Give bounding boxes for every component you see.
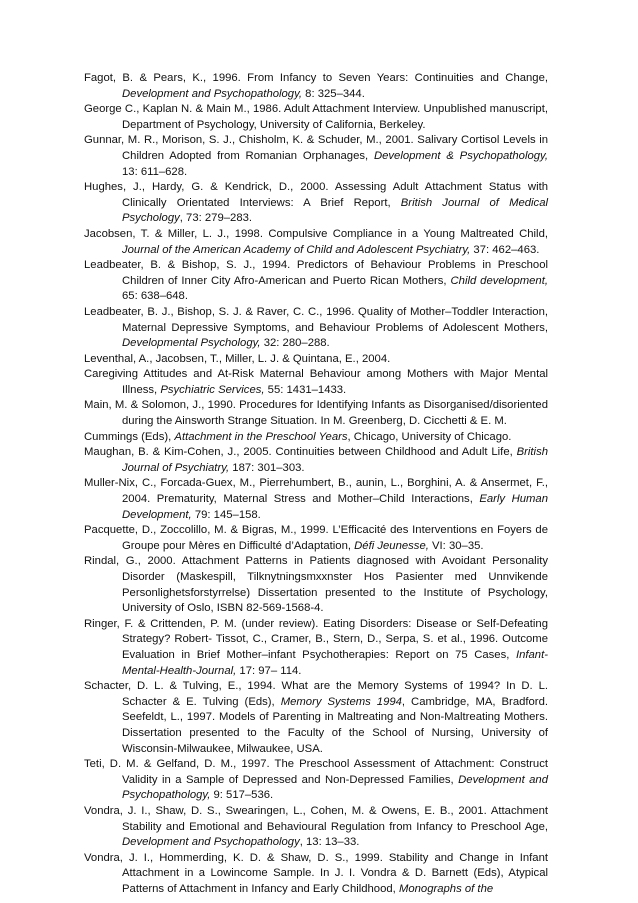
reference-entry <box>84 227 548 258</box>
reference-entry <box>84 679 548 757</box>
reference-entry <box>84 523 548 554</box>
reference-entry <box>84 398 548 429</box>
reference-text: 37: 462–463. <box>470 243 540 256</box>
reference-text: 79: 145–158. <box>191 508 261 521</box>
reference-entry <box>84 757 548 804</box>
reference-entry <box>84 258 548 305</box>
reference-text: Fagot, B. & Pears, K., 1996. From Infancy to Seven Years: Continuities and Change, <box>84 72 548 84</box>
reference-italic-title: Development and Psychopathology <box>122 836 300 849</box>
reference-text: 55: 1431–1433. <box>264 383 347 396</box>
reference-text: 13: 611–628. <box>122 165 188 178</box>
reference-italic-title: Development & Psychopathology, <box>373 149 548 162</box>
reference-entry <box>84 367 548 398</box>
reference-entry <box>84 180 548 227</box>
reference-text: Teti, D. M. & Gelfand, D. M., 1997. The Preschool Assessment of Attachment: Construct Validity in a Sample of Depressed and Non-Depressed Families, <box>84 758 548 786</box>
reference-text: 9: 517–536. <box>210 789 274 802</box>
reference-text: George C., Kaplan N. & Main M., 1986. Adult Attachment Interview. Unpublished manuscript, Department of Psychology, University of California, Berkeley. <box>84 103 548 131</box>
reference-italic-title: British Journal of Psychiatry, <box>122 446 548 474</box>
reference-italic-title: Early Human Development, <box>122 493 548 521</box>
reference-text: Caregiving Attitudes and At-Risk Maternal Behaviour among Mothers with Major Mental Illness, <box>84 368 548 396</box>
reference-text: Schacter, D. L. & Tulving, E., 1994. What are the Memory Systems of 1994? In D. L. Schacter & E. Tulving (Eds), <box>84 680 548 708</box>
reference-text: Pacquette, D., Zoccolillo, M. & Bigras, M., 1999. L’Efficacité des Interventions en Foyers de Groupe pour Mères en Difficulté d’Adaptation, <box>84 524 548 552</box>
reference-italic-title: Developmental Psychology, <box>122 337 261 350</box>
reference-entry <box>84 430 548 446</box>
reference-text: Leadbeater, B. & Bishop, S. J., 1994. Predictors of Behaviour Problems in Preschool Children of Inner City Afro-American and Puerto Rican Mothers, <box>84 259 548 287</box>
reference-italic-title: Child development, <box>450 274 548 287</box>
reference-text: Rindal, G., 2000. Attachment Patterns in Patients diagnosed with Avoidant Personality Disorder (Maskespill, Tilknytningsmxxnster Hos Pasienter med Unnvikende Personlighetsforstyrrelse) Dissertation presented to the Institute of Psychology, University of Oslo, ISBN 82-569-1568-4. <box>84 555 548 615</box>
reference-text: Ringer, F. & Crittenden, P. M. (under review). Eating Disorders: Disease or Self-Defeating Strategy? Robert- Tissot, C., Cramer, B., Stern, D., Serpa, S. et al., 1996. Outcome Evaluation in Brief Mother–infant Psychotherapies: Report on 75 Cases, <box>84 617 548 661</box>
reference-text: , Chicago, University of Chicago. <box>347 430 512 443</box>
reference-text: Leadbeater, B. J., Bishop, S. J. & Raver, C. C., 1996. Quality of Mother–Toddler Interaction, Maternal Depressive Symptoms, and Behaviour Problems of Adolescent Mothers, <box>84 305 548 334</box>
reference-italic-title: Development and Psychopathology, <box>122 773 548 802</box>
reference-entry <box>84 804 548 851</box>
reference-text: Hughes, J., Hardy, G. & Kendrick, D., 2000. Assessing Adult Attachment Status with Clinically Orientated Interviews: A Brief Report, <box>84 181 548 209</box>
reference-text: 8: 325–344. <box>302 87 365 100</box>
reference-italic-title: Défi Jeunesse, <box>354 539 429 552</box>
reference-text: Maughan, B. & Kim-Cohen, J., 2005. Continuities between Childhood and Adult Life, <box>84 446 517 459</box>
reference-entry <box>84 352 548 368</box>
reference-text: , 73: 279–283. <box>179 212 253 225</box>
reference-text: Gunnar, M. R., Morison, S. J., Chisholm, K. & Schuder, M., 2001. Salivary Cortisol Levels in Children Adopted from Romanian Orphanages, <box>84 134 548 162</box>
reference-italic-title: Journal of the American Academy of Child and Adolescent Psychiatry, <box>122 243 471 256</box>
reference-entry <box>84 617 548 679</box>
reference-text: VI: 30–35. <box>428 539 484 552</box>
reference-italic-title: Infant-Mental-Health-Journal, <box>122 648 548 677</box>
reference-text: Cummings (Eds), <box>84 430 175 443</box>
reference-text: , 13: 13–33. <box>299 836 360 849</box>
reference-text: Vondra, J. I., Hommerding, K. D. & Shaw, D. S., 1999. Stability and Change in Infant Attachment in a Lowincome Sample. In J. I. Vondra & D. Barnett (Eds), Atypical Patterns of Attachment in Infancy and Early Childhood, <box>84 851 548 895</box>
reference-entry <box>84 445 548 476</box>
reference-italic-title: British Journal of Medical Psychology <box>122 196 548 225</box>
reference-text: Main, M. & Solomon, J., 1990. Procedures for Identifying Infants as Disorganised/disoriented during the Ainsworth Strange Situation. In M. Greenberg, D. Cicchetti & E. M. <box>84 399 548 428</box>
reference-entry <box>84 476 548 523</box>
reference-text: 32: 280–288. <box>260 337 330 350</box>
reference-entry <box>84 102 548 133</box>
reference-text: 17: 97– 114. <box>236 664 302 677</box>
reference-text: Vondra, J. I., Shaw, D. S., Swearingen, L., Cohen, M. & Owens, E. B., 2001. Attachment Stability and Emotional and Behavioural Regulation from Infancy to Preschool Age, <box>84 804 548 833</box>
reference-entry <box>84 554 548 616</box>
reference-entry <box>84 851 548 898</box>
reference-italic-title: Memory Systems 1994 <box>280 695 402 708</box>
reference-entry <box>84 133 548 180</box>
reference-entry <box>84 71 548 102</box>
reference-text: , Cambridge, MA, Bradford. Seefeldt, L., 1997. Models of Parenting in Maltreating and Non-Maltreating Mothers. Dissertation presented to the Faculty of the School of Nursing, University of Wisconsin-Milwaukee, Milwaukee, USA. <box>122 695 548 755</box>
reference-entry <box>84 305 548 352</box>
reference-text: Muller-Nix, C., Forcada-Guex, M., Pierrehumbert, B., aunin, L., Borghini, A. & Ansermet, F., 2004. Prematurity, Maternal Stress and Mother–Child Interactions, <box>84 477 548 506</box>
reference-text: 187: 301–303. <box>229 461 305 474</box>
reference-text: Jacobsen, T. & Miller, L. J., 1998. Compulsive Compliance in a Young Maltreated Child, <box>84 227 548 240</box>
reference-text: Leventhal, A., Jacobsen, T., Miller, L. J. & Quintana, E., 2004. <box>84 352 391 365</box>
reference-italic-title: Monographs of the <box>398 882 494 895</box>
reference-italic-title: Attachment in the Preschool Years <box>174 430 348 443</box>
reference-italic-title: Psychiatric Services, <box>160 383 265 396</box>
reference-list <box>84 71 548 897</box>
reference-text: 65: 638–648. <box>122 290 188 303</box>
reference-italic-title: Development and Psychopathology, <box>122 87 303 100</box>
